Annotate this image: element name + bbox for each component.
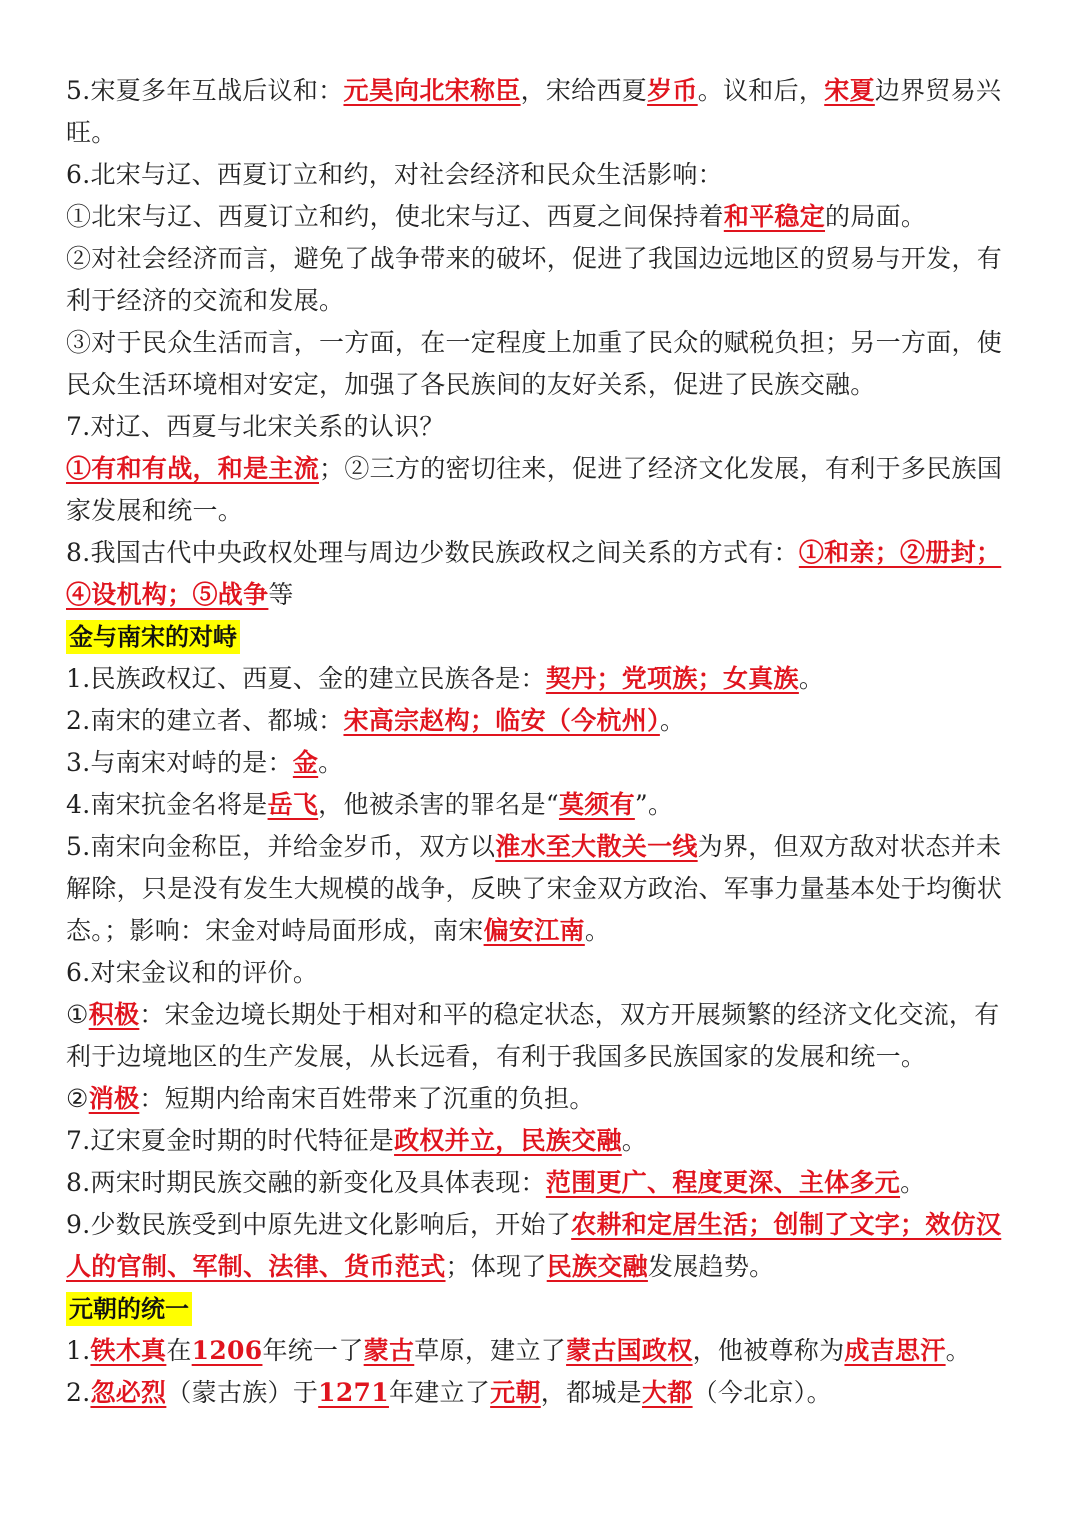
- text-line: 5.宋夏多年互战后议和：元昊向北宋称臣，宋给西夏岁币。议和后，宋夏边界贸易兴: [66, 76, 1002, 105]
- key-term: 人的官制、军制、法律、货币范式: [66, 1252, 446, 1281]
- text-line: 人的官制、军制、法律、货币范式；体现了民族交融发展趋势。: [66, 1252, 775, 1281]
- key-term: 宋夏: [824, 76, 875, 105]
- key-term: 民族交融: [546, 1252, 648, 1281]
- text-line: 旺。: [66, 118, 117, 147]
- text-line: 8.两宋时期民族交融的新变化及具体表现：范围更广、程度更深、主体多元。: [66, 1168, 926, 1197]
- key-term: 宋高宗赵构；临安（今杭州）: [343, 706, 660, 735]
- key-term: 金: [292, 748, 319, 777]
- text-line: 5.南宋向金称臣，并给金岁币，双方以淮水至大散关一线为界，但双方敌对状态并未: [66, 832, 1002, 861]
- text-line: ②对社会经济而言，避免了战争带来的破坏，促进了我国边远地区的贸易与开发，有: [66, 244, 1003, 273]
- text-line: 4.南宋抗金名将是岳飞，他被杀害的罪名是“莫须有”。: [66, 790, 674, 819]
- key-term: 岁币: [647, 76, 698, 105]
- key-term: 元朝: [490, 1378, 541, 1407]
- text-line: 利于边境地区的生产发展，从长远看，有利于我国多民族国家的发展和统一。: [66, 1042, 927, 1071]
- section-heading-row: [66, 616, 1016, 658]
- text-line: 7.对辽、西夏与北宋关系的认识？: [66, 412, 445, 441]
- text-line: 利于经济的交流和发展。: [66, 286, 345, 315]
- text-line: 2.忽必烈（蒙古族）于1271年建立了元朝，都城是大都（今北京）。: [66, 1378, 832, 1407]
- text-line: 1.铁木真在1206年统一了蒙古草原，建立了蒙古国政权，他被尊称为成吉思汗。: [66, 1336, 971, 1365]
- key-term: 1271: [318, 1378, 389, 1407]
- key-term: 莫须有: [558, 790, 635, 819]
- key-term: 忽必烈: [90, 1378, 167, 1407]
- key-term: 消极: [88, 1084, 140, 1113]
- key-term: ①有和有战，和是主流: [66, 454, 320, 483]
- key-term: 铁木真: [90, 1336, 167, 1365]
- text-line: 态。；影响：宋金对峙局面形成，南宋偏安江南。: [66, 916, 611, 945]
- key-term: 和平稳定: [723, 202, 826, 231]
- text-line: 9.少数民族受到中原先进文化影响后，开始了农耕和定居生活；创制了文字；效仿汉: [66, 1210, 1002, 1239]
- section-heading: 金与南宋的对峙: [66, 620, 240, 654]
- text-line: 6.北宋与辽、西夏订立和约，对社会经济和民众生活影响：: [66, 160, 723, 189]
- key-term: 大都: [641, 1378, 693, 1407]
- text-line: 1.民族政权辽、西夏、金的建立民族各是：契丹；党项族；女真族。: [66, 664, 825, 693]
- text-line: ③对于民众生活而言，一方面，在一定程度上加重了民众的赋税负担；另一方面，使: [66, 328, 1003, 357]
- key-term: 农耕和定居生活；创制了文字；效仿汉: [571, 1210, 1002, 1239]
- text-line: 8.我国古代中央政权处理与周边少数民族政权之间关系的方式有：①和亲；②册封；: [66, 538, 1002, 567]
- text-line: ②消极：短期内给南宋百姓带来了沉重的负担。: [66, 1084, 595, 1113]
- text-line: 家发展和统一。: [66, 496, 244, 525]
- key-term: 积极: [88, 1000, 140, 1029]
- section-heading-row: [66, 1288, 1016, 1330]
- text-line: 民众生活环境相对安定，加强了各民族间的友好关系，促进了民族交融。: [66, 370, 876, 399]
- text-line: 2.南宋的建立者、都城：宋高宗赵构；临安（今杭州）。: [66, 706, 686, 735]
- text-line: ①北宋与辽、西夏订立和约，使北宋与辽、西夏之间保持着和平稳定的局面。: [66, 202, 927, 231]
- key-term: 岳飞: [267, 790, 319, 819]
- text-line: ①有和有战，和是主流；②三方的密切往来，促进了经济文化发展，有利于多民族国: [66, 454, 1003, 483]
- text-line: 6.对宋金议和的评价。: [66, 958, 319, 987]
- text-line: 解除，只是没有发生大规模的战争，反映了宋金双方政治、军事力量基本处于均衡状: [66, 874, 1003, 903]
- document-body: [66, 70, 1016, 1414]
- key-term: 成吉思汗: [844, 1336, 946, 1365]
- key-term: 偏安江南: [483, 916, 585, 945]
- key-term: ④设机构；⑤战争: [66, 580, 269, 609]
- key-term: 范围更广、程度更深、主体多元: [545, 1168, 901, 1197]
- key-term: 元昊向北宋称臣: [343, 76, 521, 105]
- text-line: ①积极：宋金边境长期处于相对和平的稳定状态，双方开展频繁的经济文化交流，有: [66, 1000, 1000, 1029]
- text-line: 7.辽宋夏金时期的时代特征是政权并立，民族交融。: [66, 1126, 648, 1155]
- key-term: 蒙古: [363, 1336, 415, 1365]
- key-term: 蒙古国政权: [566, 1336, 693, 1365]
- key-term: ①和亲；②册封；: [798, 538, 1002, 567]
- key-term: 契丹；党项族；女真族: [545, 664, 799, 693]
- section-heading: 元朝的统一: [66, 1292, 192, 1326]
- text-line: 3.与南宋对峙的是：金。: [66, 748, 344, 777]
- key-term: 1206: [191, 1336, 263, 1365]
- key-term: 政权并立，民族交融: [394, 1126, 622, 1155]
- key-term: 淮水至大散关一线: [495, 832, 698, 861]
- text-line: ④设机构；⑤战争等: [66, 580, 294, 609]
